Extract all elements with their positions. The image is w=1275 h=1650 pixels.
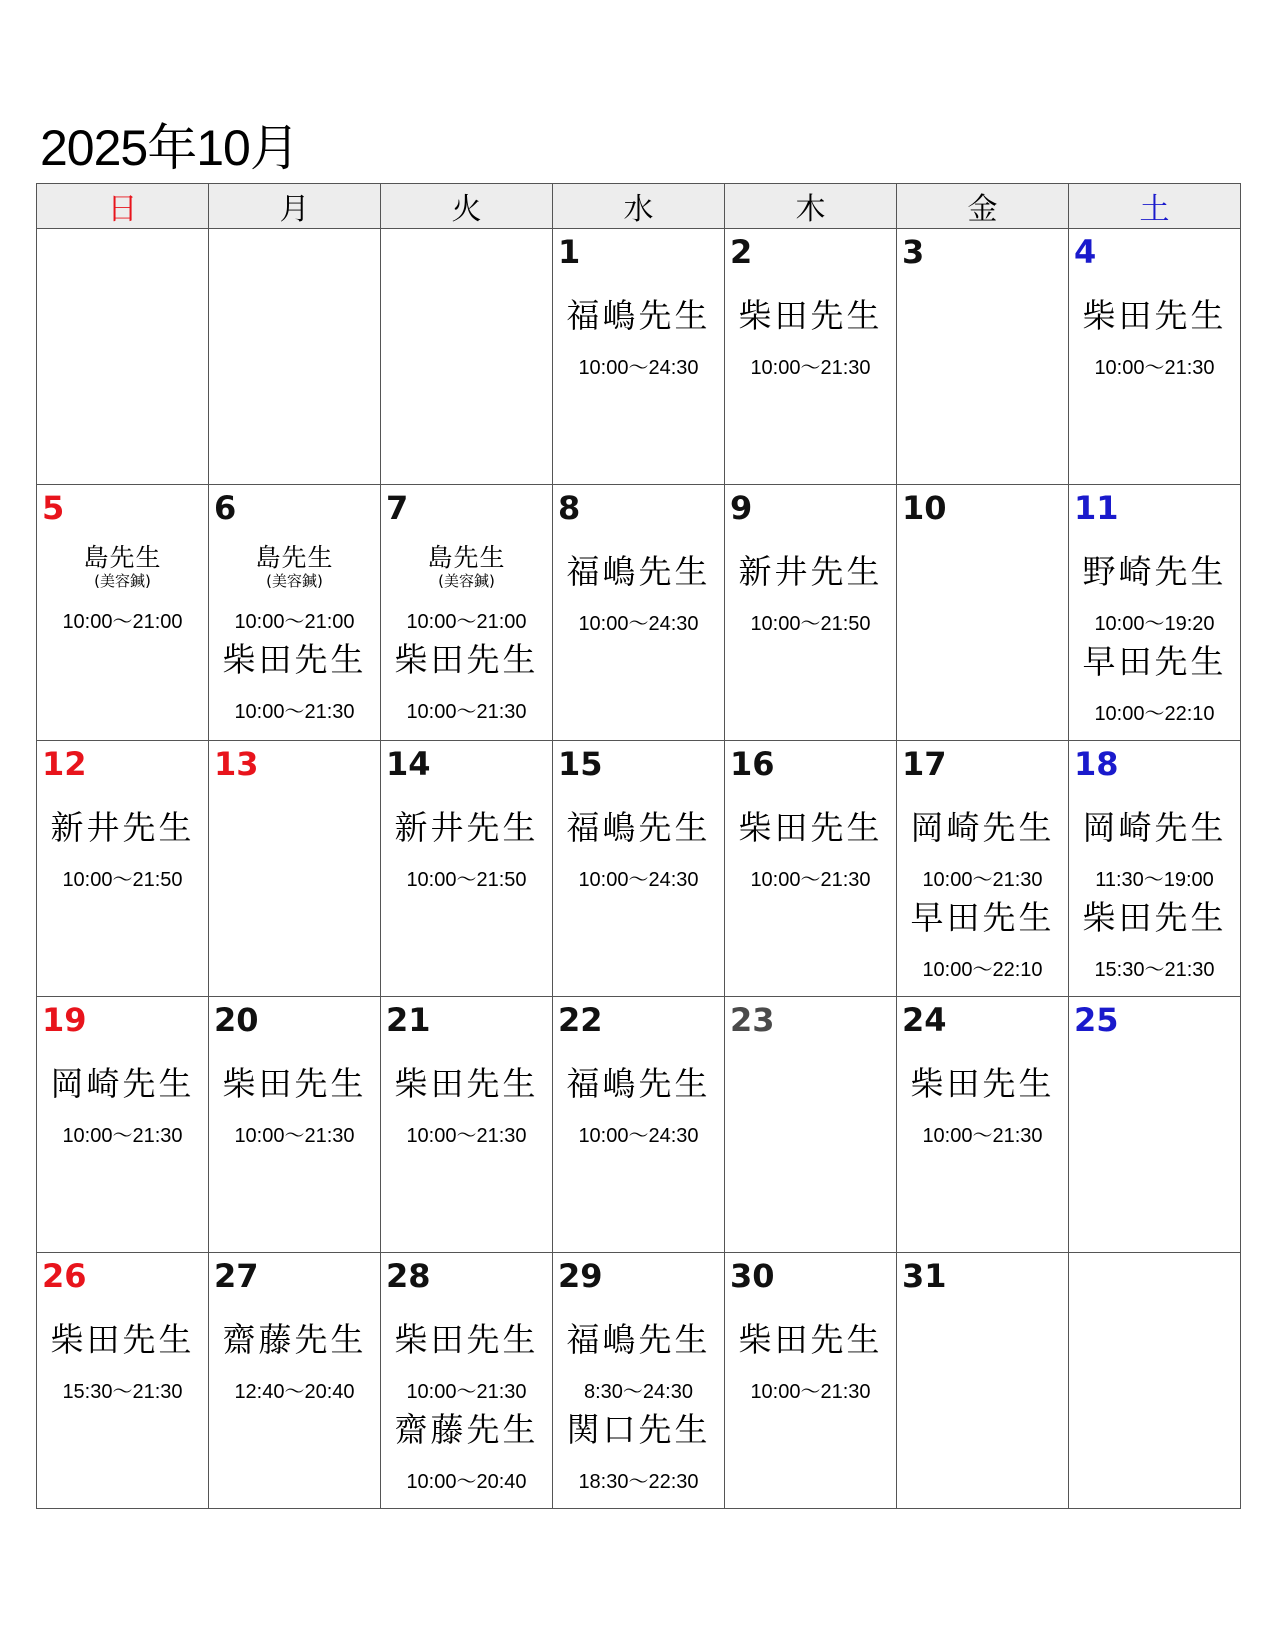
day-cell [209,741,381,997]
teacher-name: 柴田先生 [1082,296,1227,335]
day-number: 9 [730,489,753,527]
empty-day-cell [209,229,381,485]
shift-time: 12:40～20:40 [234,1381,355,1403]
day-number: 20 [214,1001,259,1039]
teacher-name: 柴田先生 [1082,898,1227,937]
weekday-mon: 月 [209,184,381,229]
day-cell [37,485,209,741]
day-number: 12 [42,745,87,783]
day-cell [897,997,1069,1253]
shift-time: 10:00～24:30 [578,869,699,891]
shift-time: 10:00～21:50 [406,869,527,891]
day-cell [209,1253,381,1509]
weekday-sun: 日 [37,184,209,229]
weekday-thu: 木 [725,184,897,229]
shift-time: 10:00～21:30 [406,1381,527,1403]
day-number: 11 [1074,489,1119,527]
teacher-name: 福嶋先生 [566,552,711,591]
teacher-name: 岡崎先生 [50,1064,195,1103]
shift-entry [553,1064,724,1148]
shift-entry [381,1410,552,1494]
day-cell [553,229,725,485]
weekday-tue: 火 [381,184,553,229]
empty-day-cell [37,229,209,485]
day-number: 26 [42,1257,87,1295]
shift-time: 10:00～21:50 [750,613,871,635]
day-number: 14 [386,745,431,783]
day-cell [553,741,725,997]
day-cell [209,997,381,1253]
shift-time: 10:00～21:30 [922,1125,1043,1147]
teacher-name: 柴田先生 [738,808,883,847]
day-cell [897,229,1069,485]
shift-note: (美容鍼) [438,572,495,590]
day-cell [37,741,209,997]
day-number: 21 [386,1001,431,1039]
shift-time: 10:00～21:30 [750,1381,871,1403]
calendar-body [37,229,1241,1509]
day-number: 29 [558,1257,603,1295]
day-number: 16 [730,745,775,783]
shift-time: 10:00～21:30 [234,1125,355,1147]
day-number: 24 [902,1001,947,1039]
day-number: 1 [558,233,581,271]
shift-entry [209,640,380,724]
day-cell [553,997,725,1253]
shift-entry [1069,898,1240,982]
shift-entry [1069,808,1240,892]
shift-time: 8:30～24:30 [584,1381,693,1403]
day-number: 10 [902,489,947,527]
day-cell [553,485,725,741]
day-number: 28 [386,1257,431,1295]
shift-note: (美容鍼) [94,572,151,590]
day-cell [381,997,553,1253]
day-cell [725,997,897,1253]
weekday-fri: 金 [897,184,1069,229]
shift-entry [553,552,724,636]
shift-time: 10:00～24:30 [578,1125,699,1147]
day-cell [897,741,1069,997]
shift-entry [553,296,724,380]
day-cell [725,1253,897,1509]
day-cell [1069,485,1241,741]
shift-time: 10:00～21:00 [234,611,355,633]
shift-entry [725,296,896,380]
weekday-header-row [37,184,1241,229]
teacher-name: 福嶋先生 [566,1064,711,1103]
teacher-name: 柴田先生 [50,1320,195,1359]
day-number: 2 [730,233,753,271]
teacher-name: 早田先生 [1082,642,1227,681]
day-cell [553,1253,725,1509]
shift-time: 10:00～24:30 [578,613,699,635]
shift-entry [897,898,1068,982]
empty-day-cell [381,229,553,485]
shift-time: 10:00～21:50 [62,869,183,891]
shift-entry [37,544,208,634]
shift-time: 10:00～21:30 [62,1125,183,1147]
empty-day-cell [1069,1253,1241,1509]
teacher-name: 齋藤先生 [394,1410,539,1449]
day-number: 6 [214,489,237,527]
teacher-name: 柴田先生 [738,296,883,335]
day-number: 4 [1074,233,1097,271]
shift-time: 10:00～21:30 [234,701,355,723]
teacher-name: 新井先生 [738,552,883,591]
shift-entry [37,1064,208,1148]
shift-entry [553,808,724,892]
teacher-name: 柴田先生 [394,640,539,679]
shift-entry [381,544,552,634]
day-cell [1069,997,1241,1253]
calendar-grid [36,183,1241,1509]
day-number: 8 [558,489,581,527]
shift-entry [725,1320,896,1404]
shift-note: (美容鍼) [266,572,323,590]
day-cell [1069,741,1241,997]
teacher-name: 関口先生 [566,1410,711,1449]
day-cell [897,1253,1069,1509]
teacher-name: 岡崎先生 [1082,808,1227,847]
shift-time: 10:00～21:00 [62,611,183,633]
shift-entry [381,808,552,892]
day-number: 25 [1074,1001,1119,1039]
shift-entry [1069,642,1240,726]
shift-entry [1069,296,1240,380]
shift-entry [725,808,896,892]
teacher-name: 柴田先生 [910,1064,1055,1103]
shift-time: 10:00～21:30 [750,869,871,891]
teacher-name: 岡崎先生 [910,808,1055,847]
day-number: 19 [42,1001,87,1039]
teacher-name: 島先生 [427,543,506,572]
shift-entry [897,808,1068,892]
day-cell [381,485,553,741]
shift-entry [209,1064,380,1148]
weekday-wed: 水 [553,184,725,229]
day-number: 15 [558,745,603,783]
calendar-title: 2025年10月 [40,120,299,176]
shift-entry [553,1320,724,1404]
shift-time: 10:00～21:00 [406,611,527,633]
day-number: 31 [902,1257,947,1295]
day-number: 5 [42,489,65,527]
teacher-name: 柴田先生 [738,1320,883,1359]
day-number: 17 [902,745,947,783]
shift-entry [37,808,208,892]
shift-entry [381,1320,552,1404]
teacher-name: 齋藤先生 [222,1320,367,1359]
day-cell [725,485,897,741]
day-cell [37,997,209,1253]
teacher-name: 島先生 [83,543,162,572]
teacher-name: 柴田先生 [222,1064,367,1103]
calendar-week-row [37,741,1241,997]
shift-time: 10:00～22:10 [922,959,1043,981]
shift-time: 10:00～24:30 [578,357,699,379]
day-cell [725,741,897,997]
calendar-week-row [37,229,1241,485]
day-cell [725,229,897,485]
teacher-name: 福嶋先生 [566,1320,711,1359]
teacher-name: 新井先生 [50,808,195,847]
calendar-week-row [37,997,1241,1253]
shift-entry [1069,552,1240,636]
calendar-week-row [37,485,1241,741]
shift-entry [381,640,552,724]
shift-entry [897,1064,1068,1148]
day-number: 30 [730,1257,775,1295]
day-cell [381,741,553,997]
shift-time: 18:30～22:30 [578,1471,699,1493]
shift-time: 11:30～19:00 [1095,869,1214,891]
shift-entry [209,544,380,634]
shift-entry [553,1410,724,1494]
day-cell [381,1253,553,1509]
day-cell [37,1253,209,1509]
teacher-name: 福嶋先生 [566,808,711,847]
day-number: 13 [214,745,259,783]
day-cell [209,485,381,741]
shift-time: 10:00～21:30 [922,869,1043,891]
weekday-sat: 土 [1069,184,1241,229]
shift-time: 10:00～22:10 [1094,703,1215,725]
teacher-name: 早田先生 [910,898,1055,937]
shift-entry [209,1320,380,1404]
day-number: 23 [730,1001,775,1039]
shift-entry [37,1320,208,1404]
shift-time: 10:00～21:30 [1094,357,1215,379]
day-cell [897,485,1069,741]
shift-time: 10:00～21:30 [406,1125,527,1147]
day-cell [1069,229,1241,485]
teacher-name: 柴田先生 [222,640,367,679]
teacher-name: 野崎先生 [1082,552,1227,591]
teacher-name: 柴田先生 [394,1064,539,1103]
teacher-name: 新井先生 [394,808,539,847]
shift-time: 10:00～20:40 [406,1471,527,1493]
calendar-week-row [37,1253,1241,1509]
shift-entry [725,552,896,636]
day-number: 27 [214,1257,259,1295]
day-number: 3 [902,233,925,271]
shift-time: 15:30～21:30 [62,1381,183,1403]
day-number: 7 [386,489,409,527]
shift-time: 10:00～21:30 [406,701,527,723]
shift-time: 15:30～21:30 [1094,959,1215,981]
shift-time: 10:00～19:20 [1094,613,1215,635]
shift-time: 10:00～21:30 [750,357,871,379]
day-number: 18 [1074,745,1119,783]
teacher-name: 柴田先生 [394,1320,539,1359]
teacher-name: 福嶋先生 [566,296,711,335]
day-number: 22 [558,1001,603,1039]
teacher-name: 島先生 [255,543,334,572]
shift-entry [381,1064,552,1148]
